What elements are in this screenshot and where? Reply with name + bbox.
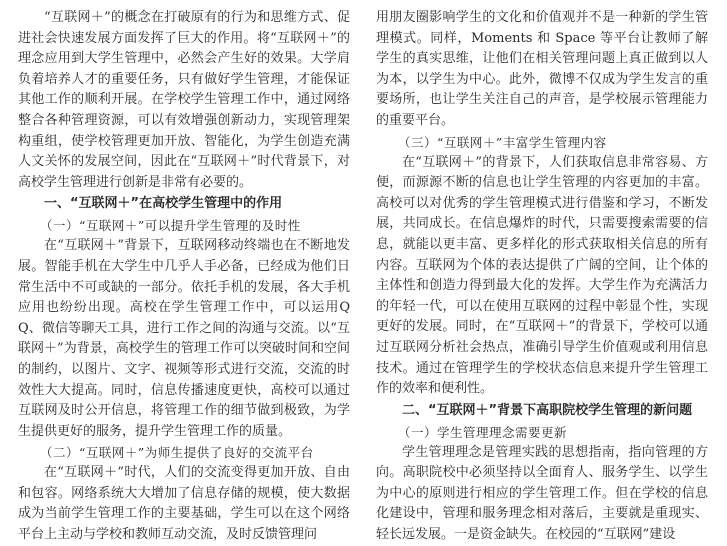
paragraph-continuation: 用朋友圈影响学生的文化和价值观并不是一种新的学生管理模式。同样，Moments 和 Space 等平台让教师了解学生的真实思维，让他们在相关管理问题上真正做到以人为本，以学生为中心。此外，微博不仅成为学生发言的重要场所，也让学生关注自己的声音，是学校展示管理能力的重要平台。 — [376, 10, 708, 128]
left-column — [18, 8, 350, 546]
paragraph-communication-platform: 在“互联网＋”时代，人们的交流变得更加开放、自由和包容。网络系统大大增加了信息存储的规模，使大数据成为当前学生管理工作的主要基础，学生可以在这个网络平台上主动与学校和教师互动交流，及时反馈管理问 — [18, 465, 350, 543]
subsection-heading-1-2: （二）“互联网＋”为师生提供了良好的交流平台 — [40, 445, 314, 461]
section-heading-2: 二、“互联网＋”背景下高职院校学生管理的新问题 — [402, 402, 693, 418]
subsection-heading-1-1: （一）“互联网＋”可以提升学生管理的及时性 — [40, 218, 301, 234]
paragraph-intro: “互联网＋”的概念在打破原有的行为和思维方式、促进社会快速发展方面发挥了巨大的作用。将“互联网＋”的理念应用到大学生管理中，必然会产生好的效果。大学肩负着培养人才的重要任务，只有做好学生管理，才能保证其他工作的顺利开展。在学校学生管理工作中，通过网络整合各种管理资源，可以有效增强创新动力，实现管理架构重组，使学校管理更加开放、智能化，为学生创造充满人文关怀的发展空间，因此在“互联网＋”时代背景下，对高校学生管理进行创新是非常有必要的。 — [18, 10, 350, 190]
paragraph-timeliness: 在“互联网＋”背景下，互联网移动终端也在不断地发展。智能手机在大学生中几乎人手必备，已经成为他们日常生活中不可或缺的一部分。依托手机的发展，各大手机应用也纷纷出现。高校在学生管理工作中，可以运用QQ、微信等聊天工具，进行工作之间的沟通与交流。以“互联网＋”为背景，高校学生的管理工作可以突破时间和空间的制约，以图片、文字、视频等形式进行交流，交流的时效性大大提高。同时，信息传播速度更快，高校可以通过互联网及时公开信息，将管理工作的细节做到极致，为学生提供更好的服务，提升学生管理工作的质量。 — [18, 238, 350, 439]
right-column — [376, 8, 708, 546]
paragraph-management-concept: 学生管理理念是管理实践的思想指南，指向管理的方向。高职院校中必须坚持以全面育人、服务学生、以学生为中心的原则进行相应的学生管理工作。但在学校的信息化建设中，管理和服务理念相对落后，主要就是重现实、轻长远发展。一是资金缺失。在校园的“互联网”建设 — [376, 444, 708, 543]
subsection-heading-2-1: （一）学生管理理念需要更新 — [398, 424, 568, 440]
paragraph-rich-content: 在“互联网＋”的背景下，人们获取信息非常容易、方便，而源源不断的信息也让学生管理的内容更加的丰富。高校可以对优秀的学生管理模式进行借鉴和学习，不断发展，共同成长。在信息爆炸的时代，只需要搜索需要的信息，就能以更丰富、更多样化的形式获取相关信息的所有内容。互联网为个体的表达提供了广阔的空间，让个体的主体性和创造力得到最大化的发挥。大学生作为充满活力的年轻一代，可以在使用互联网的过程中彰显个性，实现更好的发展。同时，在“互联网＋”的背景下，学校可以通过互联网分析社会热点，准确引导学生价值观或利用信息技术。通过在管理学生的学校状态信息来提升学生管理工作的效率和便利性。 — [376, 154, 708, 397]
section-heading-1: 一、“互联网＋”在高校学生管理中的作用 — [44, 196, 283, 212]
subsection-heading-1-3: （三）“互联网＋”丰富学生管理内容 — [398, 134, 607, 150]
